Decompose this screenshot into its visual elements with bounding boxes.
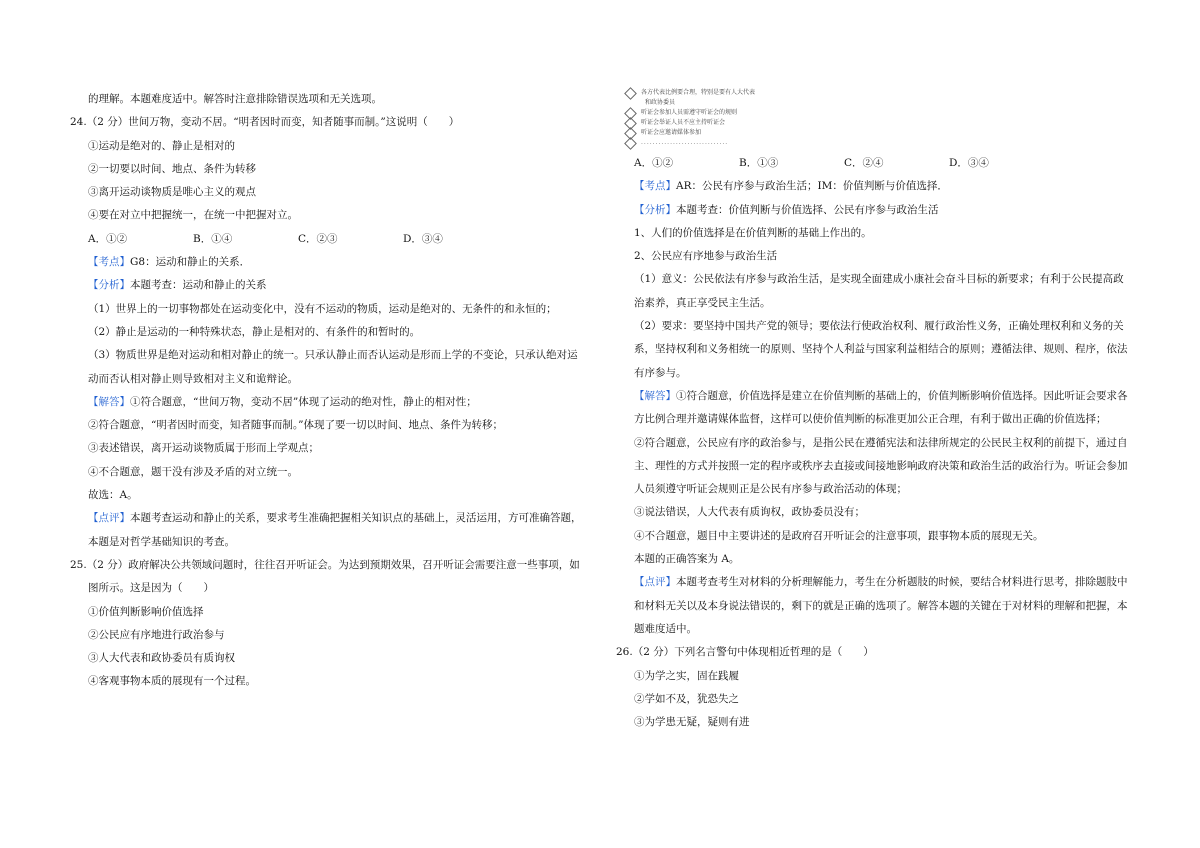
paragraph-text: AR：公民有序参与政治生活；IM：价值判断与价值选择． [676, 180, 948, 193]
paragraph-line: 方比例合理并邀请媒体监督，这样可以使价值判断的标准更加公正合理，有利于做出正确的价值选择； [634, 413, 1107, 426]
paragraph-line: 的理解。本题难度适中。解答时注意排除错误选项和无关选项。 [88, 93, 382, 105]
paragraph-line: （2）静止是运动的一种特殊状态，静止是相对的、有条件的和暂时的。 [88, 325, 421, 338]
answer-option: C．②④ [844, 157, 884, 169]
answer-options [70, 228, 590, 251]
paragraph-line: 系，坚持权利和义务相统一的原则、坚持个人利益与国家利益相结合的原则；遵循法律、规则、程序，依法 [634, 343, 1128, 356]
diamond-icon [624, 137, 637, 150]
paragraph-line: ③表述错误，离开运动谈物质属于形而上学观点； [88, 442, 319, 455]
paragraph-line: ③人大代表和政协委员有质询权 [88, 652, 235, 665]
answer-option: B．①④ [193, 232, 233, 245]
figure-row: .............................. [616, 138, 1136, 148]
left-column [70, 88, 590, 694]
paragraph-text: ①符合题意，“世间万物，变动不居”体现了运动的绝对性，静止的相对性； [130, 395, 477, 408]
answer-option: A．①② [634, 157, 674, 169]
paragraph-line: 治素养，真正享受民主生活。 [634, 296, 771, 309]
tagged-paragraph [616, 571, 1136, 594]
answer-options [616, 152, 1136, 175]
paragraph-text: G8：运动和静止的关系． [130, 256, 251, 269]
section-tag: 【考点】 [88, 256, 130, 269]
paragraph-text: 本题考查运动和静止的关系，要求考生准确把握相关知识点的基础上，灵活运用，方可准确答题， [130, 512, 582, 525]
paragraph-text: ①符合题意，价值选择是建立在价值判断的基础上的，价值判断影响价值选择。因此听证会要求各 [676, 389, 1128, 402]
answer-option: D．③④ [403, 232, 443, 245]
paragraph-line: （1）世界上的一切事物都处在运动变化中，没有不运动的物质，运动是绝对的、无条件的和永恒的； [88, 302, 557, 315]
answer-option: B．①③ [739, 157, 779, 169]
paragraph-line: ④客观事物本质的展现有一个过程。 [88, 675, 256, 688]
paragraph-text: 本题考查：运动和静止的关系 [130, 279, 267, 292]
section-tag: 【分析】 [634, 203, 676, 216]
figure-row: 和政协委员 [645, 99, 676, 106]
paragraph-line: ④不合题意，题目中主要讲述的是政府召开听证会的注意事项，跟事物本质的展现无关。 [634, 529, 1044, 542]
tagged-paragraph [70, 507, 590, 530]
answer-option: C．②③ [298, 232, 338, 245]
paragraph-line: ④不合题意，题干没有涉及矛盾的对立统一。 [88, 465, 298, 478]
answer-option: A．①② [88, 232, 128, 245]
question-line: 26.（2 分）下列名言警句中体现相近哲理的是（ ） [616, 646, 874, 659]
section-tag: 【分析】 [88, 279, 130, 292]
paragraph-line: ③说法错误，人大代表有质询权，政协委员没有； [634, 506, 865, 519]
paragraph-line: 主、理性的方式并按照一定的程序或秩序去直接或间接地影响政府决策和政治生活的政治行为。听证会参加 [634, 459, 1128, 472]
paragraph-line: （1）意义：公民依法有序参与政治生活，是实现全面建成小康社会奋斗目标的新要求；有利于公民提高政 [634, 273, 1124, 286]
answer-option: D．③④ [949, 157, 989, 169]
paragraph-line: ①价值判断影响价值选择 [88, 605, 204, 618]
paragraph-line: 人员须遵守听证会规则正是公民有序参与政治活动的体现； [634, 483, 907, 496]
paragraph-line: （3）物质世界是绝对运动和相对静止的统一。只承认静止而否认运动是形而上学的不变论，只承认绝对运 [88, 349, 578, 362]
paragraph-line: 图所示。这是因为（ ） [88, 582, 214, 595]
paragraph-line: ③离开运动谈物质是唯心主义的观点 [88, 186, 256, 199]
paragraph-line: ①运动是绝对的、静止是相对的 [88, 139, 235, 152]
section-tag: 【点评】 [634, 576, 676, 589]
tagged-paragraph [70, 391, 590, 414]
paragraph-line: ②一切要以时间、地点、条件为转移 [88, 162, 256, 175]
tagged-paragraph [70, 251, 590, 274]
paragraph-line: 和材料无关以及本身说法错误的，剩下的就是正确的选项了。解答本题的关键在于对材料的理解和把握，本 [634, 599, 1128, 612]
tagged-paragraph [616, 175, 1136, 198]
paragraph-line: （2）要求：要坚持中国共产党的领导；要依法行使政治权利、履行政治性义务，正确处理权利和义务的关 [634, 320, 1124, 333]
paragraph-line: ④要在对立中把握统一，在统一中把握对立。 [88, 209, 298, 222]
paragraph-line: ②公民应有序地进行政治参与 [88, 628, 225, 641]
paragraph-line: 本题是对哲学基础知识的考查。 [88, 535, 235, 548]
hearing-notes-figure [616, 88, 1136, 150]
section-tag: 【考点】 [634, 180, 676, 193]
paragraph-line: ③为学患无疑，疑则有进 [634, 716, 750, 729]
paragraph-line: 本题的正确答案为 A。 [634, 553, 740, 566]
paragraph-line: 有序参与。 [634, 366, 687, 379]
question-line: 25.（2 分）政府解决公共领域问题时，往往召开听证会。为达到预期效果，召开听证会需要注意一些事项，如 [70, 558, 580, 571]
paragraph-line: ②符合题意，“明者因时而变，知者随事而制。”体现了要一切以时间、地点、条件为转移； [88, 419, 503, 432]
paragraph-text: 本题考查考生对材料的分析理解能力，考生在分析题肢的时候，要结合材料进行思考，排除题肢中 [676, 576, 1128, 589]
paragraph-line: 2、公民应有序地参与政治生活 [634, 250, 778, 263]
section-tag: 【解答】 [634, 389, 676, 402]
paragraph-line: ①为学之实，固在践履 [634, 669, 739, 682]
section-tag: 【点评】 [88, 512, 130, 525]
section-tag: 【解答】 [88, 395, 130, 408]
paragraph-line: 动而否认相对静止则导致相对主义和诡辩论。 [88, 372, 298, 385]
tagged-paragraph [616, 199, 1136, 222]
paragraph-line: ②学如不及，犹恐失之 [634, 692, 739, 705]
tagged-paragraph [70, 274, 590, 297]
paragraph-line: 故选：A。 [88, 489, 138, 502]
paragraph-line: 题难度适中。 [634, 622, 697, 635]
figure-row: 各方代表比例要合理，特别是要有人大代表 [616, 88, 1136, 98]
right-column [616, 88, 1136, 734]
figure-row: 听证会应邀请媒体参加 [616, 128, 1136, 138]
tagged-paragraph [616, 385, 1136, 408]
paragraph-text: 本题考查：价值判断与价值选择、公民有序参与政治生活 [676, 203, 939, 216]
paragraph-line: ②符合题意，公民应有序的政治参与，是指公民在遵循宪法和法律所规定的公民民主权利的前提下，通过自 [634, 436, 1128, 449]
figure-row: 听证会举证人员不应主持听证会 [616, 118, 1136, 128]
paragraph-line: 1、人们的价值选择是在价值判断的基础上作出的。 [634, 226, 872, 239]
question-line: 24.（2 分）世间万物，变动不居。“明者因时而变，知者随事而制。”这说明（ ） [70, 116, 460, 129]
figure-row: 听证会参加人员需遵守听证会的规则 [616, 108, 1136, 118]
